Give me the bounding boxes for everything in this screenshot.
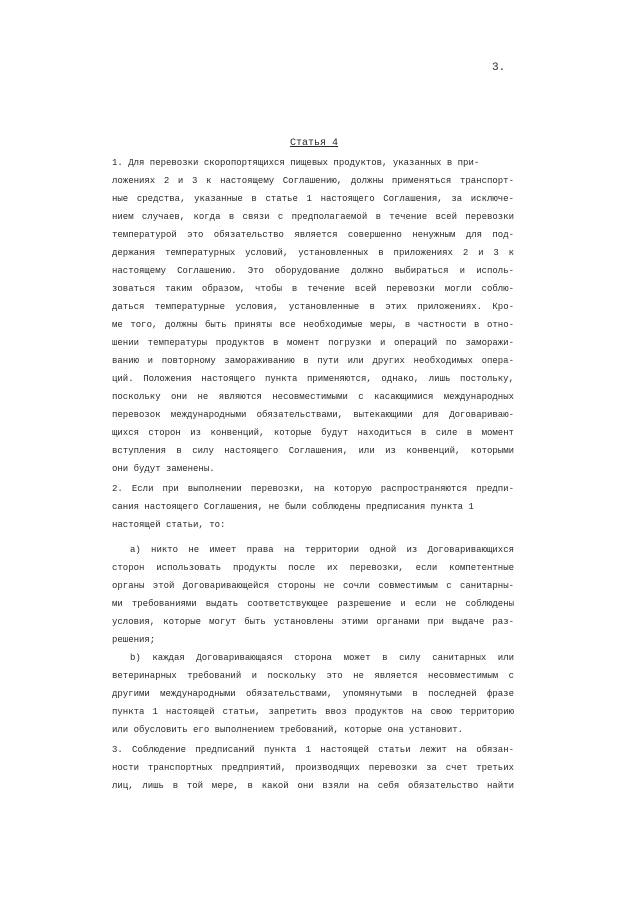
text-line: ми требованиями выдать соответствующее разрешение и если не соблюдены	[112, 599, 514, 609]
text-line: сания настоящего Соглашения, не были соблюдены предписания пункта 1	[112, 502, 474, 512]
text-line: b) каждая Договаривающаяся сторона может в силу санитарных или	[130, 653, 514, 663]
text-line: ности транспортных предприятий, производящих перевозки за счет третьих	[112, 763, 514, 773]
text-line: температурой это обязательство является совершенно ненужным для под-	[112, 230, 514, 240]
text-line: ные средства, указанные в статье 1 настоящего Соглашения, за исключе-	[112, 194, 514, 204]
text-line: лиц, лишь в той мере, в какой они взяли на себя обязательство найти	[112, 781, 514, 791]
text-line: поскольку они не являются несовместимыми с касающимися международных	[112, 392, 514, 402]
text-line: или обусловить его выполнением требований, которые она установит.	[112, 725, 464, 735]
text-line: настоящему Соглашению. Это оборудование должно выбираться и исполь-	[112, 266, 514, 276]
text-line: сторон использовать продукты после их перевозки, если компетентные	[112, 563, 514, 573]
text-line: шении температуры продуктов в момент погрузки и операций по заморажи-	[112, 338, 514, 348]
text-line: ций. Положения настоящего пункта применяются, однако, лишь постольку,	[112, 374, 514, 384]
article-title: Статья 4	[290, 138, 339, 149]
text-line: 3. Соблюдение предписаний пункта 1 настоящей статьи лежит на обязан-	[112, 745, 514, 755]
text-line: они будут заменены.	[112, 464, 215, 474]
text-line: пункта 1 настоящей статьи, запретить ввоз продуктов на свою территорию	[112, 707, 514, 717]
text-line: ветеринарных требований и поскольку это не является несовместимым с	[112, 671, 514, 681]
text-line: условия, которые могут быть установлены этими органами при выдаче раз-	[112, 617, 514, 627]
text-line: нием случаев, когда в связи с предполагаемой в течение всей перевозки	[112, 212, 514, 222]
text-line: ванию и повторному замораживанию в пути или других необходимых опера-	[112, 356, 514, 366]
page-number: 3.	[492, 62, 506, 74]
text-line: перевозок международными обязательствами, вытекающими для Договариваю-	[112, 410, 514, 420]
text-line: ложениях 2 и 3 к настоящему Соглашению, должны применяться транспорт-	[112, 176, 514, 186]
text-line: настоящей статьи, то:	[112, 520, 226, 530]
text-line: вступления в силу настоящего Соглашения, или из конвенций, которыми	[112, 446, 514, 456]
text-line: органы этой Договаривающейся стороны не сочли совместимым с санитарны-	[112, 581, 514, 591]
text-line: держания температурных условий, установленных в приложениях 2 и 3 к	[112, 248, 514, 258]
text-line: ме того, должны быть приняты все необходимые меры, в частности в отно-	[112, 320, 514, 330]
text-line: другими международными обязательствами, упомянутыми в последней фразе	[112, 689, 514, 699]
text-line: 2. Если при выполнении перевозки, на которую распространяются предпи-	[112, 484, 514, 494]
text-line: решения;	[112, 635, 156, 645]
text-line: а) никто не имеет права на территории одной из Договаривающихся	[130, 545, 514, 555]
text-line: щихся сторон из конвенций, которые будут находиться в силе в момент	[112, 428, 514, 438]
text-line: даться температурные условия, установленные в этих приложениях. Кро-	[112, 302, 514, 312]
text-line: зоваться таким образом, чтобы в течение всей перевозки могли соблю-	[112, 284, 514, 294]
text-line: 1. Для перевозки скоропортящихся пищевых продуктов, указанных в при-	[112, 158, 480, 168]
